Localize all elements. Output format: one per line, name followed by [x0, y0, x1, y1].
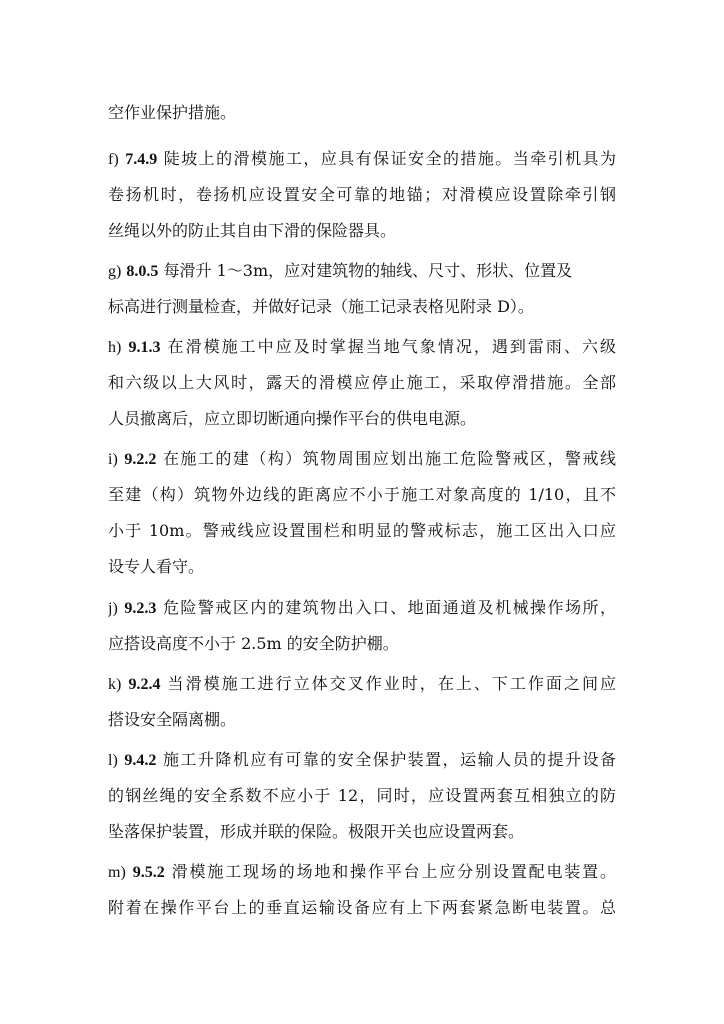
clause-letter: j)	[108, 600, 118, 617]
clause-line	[108, 449, 616, 470]
clause-line	[108, 862, 616, 883]
clause-number: 9.4.2	[124, 752, 157, 769]
clause-line	[108, 750, 616, 771]
line-text: 在施工的建（构）筑物周围应划出施工危险警戒区，警戒线	[162, 449, 616, 468]
line-text: 空作业保护措施。	[108, 103, 237, 122]
clause-number: 9.2.3	[124, 600, 157, 617]
clause-line	[108, 674, 616, 695]
clause-line	[108, 261, 616, 282]
text-line	[108, 373, 616, 393]
line-text: 搭设安全隔离棚。	[108, 710, 237, 729]
text-line	[108, 103, 616, 123]
text-line	[108, 409, 616, 429]
line-text: 滑模施工现场的场地和操作平台上应分别设置配电装置。	[171, 862, 616, 881]
text-line	[108, 185, 616, 205]
clause-letter: k)	[108, 676, 122, 693]
line-text: 陡坡上的滑模施工，应具有保证安全的措施。当牵引机具为	[163, 149, 616, 168]
clause-number: 8.0.5	[126, 263, 159, 280]
text-line	[108, 898, 616, 918]
clause-number: 9.1.3	[128, 339, 161, 356]
text-line	[108, 221, 616, 241]
text-line	[108, 710, 616, 730]
clause-line	[108, 598, 616, 619]
clause-line	[108, 337, 616, 358]
line-text: 的钢丝绳的安全系数不应小于 12，同时，应设置两套互相独立的防	[108, 786, 616, 805]
clause-letter: i)	[108, 451, 118, 468]
clause-letter: h)	[108, 339, 122, 356]
line-text: 设专人看守。	[108, 557, 205, 576]
line-text: 应搭设高度不小于 2.5m 的安全防护棚。	[108, 634, 399, 653]
clause-letter: g)	[108, 263, 122, 280]
text-line	[108, 786, 616, 806]
text-line	[108, 822, 616, 842]
line-text: 附着在操作平台上的垂直运输设备应有上下两套紧急断电装置。总	[108, 898, 616, 917]
line-text: 至建（构）筑物外边线的距离应不小于施工对象高度的 1/10，且不	[108, 485, 616, 504]
line-text: 在滑模施工中应及时掌握当地气象情况，遇到雷雨、六级	[167, 337, 616, 356]
line-text: 和六级以上大风时，露天的滑模应停止施工，采取停滑措施。全部	[108, 373, 616, 392]
line-text: 每滑升 1～3m，应对建筑物的轴线、尺寸、形状、位置及	[163, 261, 573, 280]
clause-number: 9.5.2	[132, 864, 165, 881]
clause-number: 7.4.9	[125, 151, 158, 168]
text-line	[108, 521, 616, 541]
clause-line	[108, 149, 616, 170]
text-line	[108, 634, 616, 654]
line-text: 当滑模施工进行立体交叉作业时，在上、下工作面之间应	[167, 674, 616, 693]
text-line	[108, 297, 616, 317]
line-text: 坠落保护装置，形成并联的保险。极限开关也应设置两套。	[108, 822, 525, 841]
clause-letter: m)	[108, 864, 126, 881]
line-text: 标高进行测量检查，并做好记录（施工记录表格见附录 D）。	[108, 297, 534, 316]
text-line	[108, 557, 616, 577]
line-text: 危险警戒区内的建筑物出入口、地面通道及机械操作场所，	[162, 598, 616, 617]
line-text: 施工升降机应有可靠的安全保护装置，运输人员的提升设备	[162, 750, 616, 769]
clause-letter: f)	[108, 151, 119, 168]
line-text: 人员撤离后，应立即切断通向操作平台的供电电源。	[108, 409, 477, 428]
clause-number: 9.2.4	[128, 676, 161, 693]
line-text: 卷扬机时，卷扬机应设置安全可靠的地锚；对滑模应设置除牵引钢	[108, 185, 616, 204]
line-text: 小于 10m。警戒线应设置围栏和明显的警戒标志，施工区出入口应	[108, 521, 616, 540]
text-line	[108, 485, 616, 505]
line-text: 丝绳以外的防止其自由下滑的保险器具。	[108, 221, 397, 240]
clause-number: 9.2.2	[124, 451, 157, 468]
clause-letter: l)	[108, 752, 118, 769]
